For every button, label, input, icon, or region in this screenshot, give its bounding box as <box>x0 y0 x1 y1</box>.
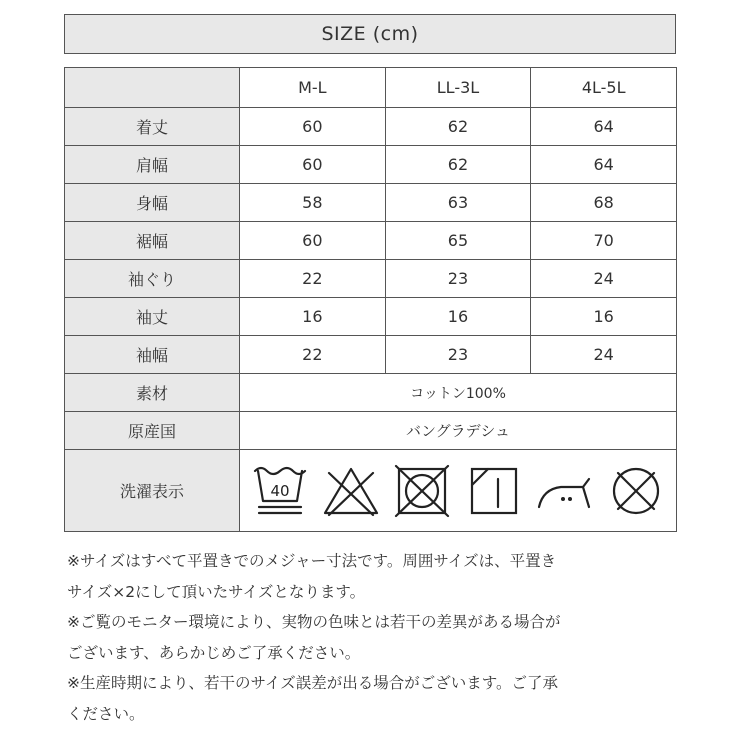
care-row <box>65 450 677 532</box>
table-cell: 60 <box>240 222 386 260</box>
table-row <box>65 336 677 374</box>
size-table <box>64 67 677 532</box>
table-cell: 70 <box>531 222 677 260</box>
table-row <box>65 222 677 260</box>
table-cell: 60 <box>240 146 386 184</box>
note-line: ございます、あらかじめご了承ください。 <box>67 643 361 662</box>
notes <box>67 546 677 729</box>
row-label: 洗濯表示 <box>65 450 240 532</box>
header-corner <box>65 68 240 108</box>
wash-40-gentle-icon <box>250 463 310 519</box>
row-label: 袖幅 <box>65 336 240 374</box>
table-cell: 16 <box>385 298 531 336</box>
table-row <box>65 298 677 336</box>
table-cell: 64 <box>531 146 677 184</box>
header-row <box>65 68 677 108</box>
note-line: ※サイズはすべて平置きでのメジャー寸法です。周囲サイズは、平置き <box>67 552 557 570</box>
table-cell: 24 <box>531 260 677 298</box>
no-dry-clean-icon <box>606 463 666 519</box>
origin-row <box>65 412 677 450</box>
table-row <box>65 184 677 222</box>
row-label: 袖ぐり <box>65 260 240 298</box>
table-cell: 24 <box>531 336 677 374</box>
table-cell: 23 <box>385 260 531 298</box>
row-label: 肩幅 <box>65 146 240 184</box>
row-label: 原産国 <box>65 412 240 450</box>
row-label: 裾幅 <box>65 222 240 260</box>
table-cell: 22 <box>240 336 386 374</box>
no-bleach-icon <box>321 463 381 519</box>
table-row <box>65 146 677 184</box>
column-header: LL-3L <box>385 68 531 108</box>
iron-low-icon <box>535 463 595 519</box>
note-line: ください。 <box>67 704 145 723</box>
table-cell: 62 <box>385 108 531 146</box>
material-row <box>65 374 677 412</box>
table-cell: 22 <box>240 260 386 298</box>
table-cell: 64 <box>531 108 677 146</box>
column-header: M-L <box>240 68 386 108</box>
note-line: サイズ×2にして頂いたサイズとなります。 <box>67 582 366 601</box>
table-cell: 23 <box>385 336 531 374</box>
table-cell: 16 <box>531 298 677 336</box>
table-cell: 16 <box>240 298 386 336</box>
table-cell: 58 <box>240 184 386 222</box>
row-label: 袖丈 <box>65 298 240 336</box>
origin-value: バングラデシュ <box>240 412 677 450</box>
row-label: 身幅 <box>65 184 240 222</box>
row-label: 着丈 <box>65 108 240 146</box>
table-row <box>65 260 677 298</box>
care-icons-cell <box>240 450 677 532</box>
table-cell: 65 <box>385 222 531 260</box>
column-header: 4L-5L <box>531 68 677 108</box>
wash-temp-label: 40 <box>270 481 290 500</box>
care-icons <box>240 463 676 519</box>
table-cell: 63 <box>385 184 531 222</box>
row-label: 素材 <box>65 374 240 412</box>
material-value: コットン100% <box>240 374 677 412</box>
table-cell: 68 <box>531 184 677 222</box>
no-tumble-dry-icon <box>392 463 452 519</box>
note-line: ※ご覧のモニター環境により、実物の色味とは若干の差異がある場合が <box>67 613 561 631</box>
table-row <box>65 108 677 146</box>
line-dry-shade-icon <box>464 463 524 519</box>
note-line: ※生産時期により、若干のサイズ誤差が出る場合がございます。ご了承 <box>67 674 559 692</box>
size-title: SIZE (cm) <box>64 14 676 54</box>
table-cell: 62 <box>385 146 531 184</box>
table-cell: 60 <box>240 108 386 146</box>
